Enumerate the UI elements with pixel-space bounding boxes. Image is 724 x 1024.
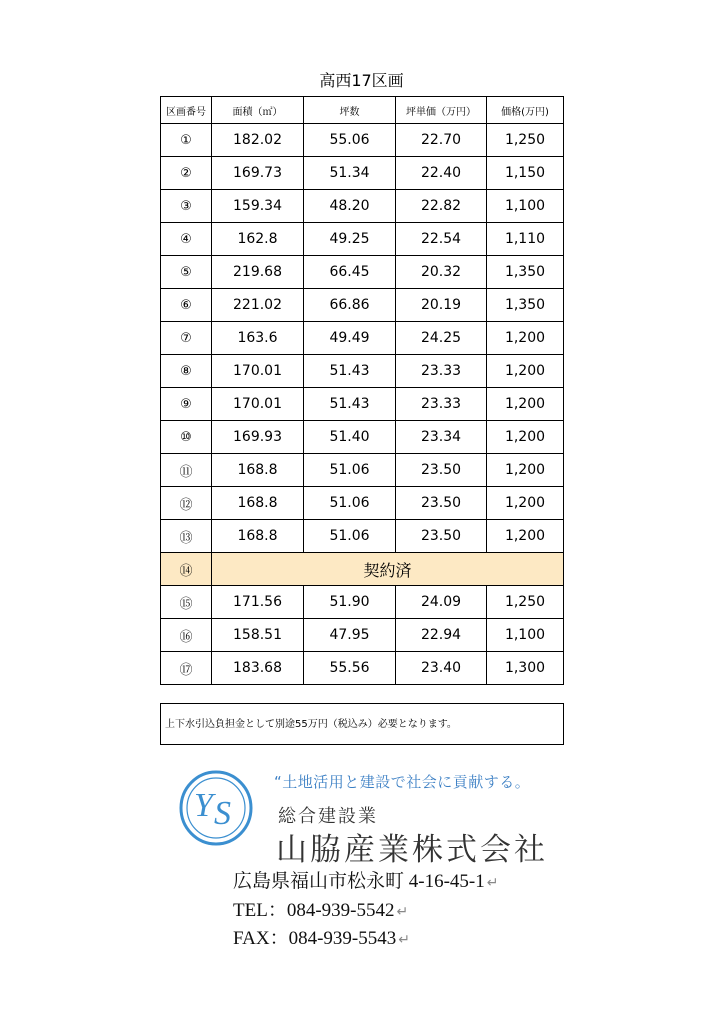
lot-number-cell: ⑯	[161, 619, 212, 652]
price-cell: 1,200	[487, 388, 564, 421]
unit-price-cell: 23.33	[396, 355, 487, 388]
table-row	[161, 553, 564, 586]
lot-number-cell: ⑫	[161, 487, 212, 520]
tsubo-cell: 66.86	[304, 289, 396, 322]
area-cell: 169.93	[212, 421, 304, 454]
price-cell: 1,200	[487, 454, 564, 487]
price-cell: 1,250	[487, 124, 564, 157]
company-logo-icon	[178, 770, 254, 846]
lot-number-cell: ⑧	[161, 355, 212, 388]
column-header-price: 価格(万円)	[487, 97, 564, 124]
tsubo-cell: 51.43	[304, 355, 396, 388]
tsubo-cell: 49.25	[304, 223, 396, 256]
note-box: 上下水引込負担金として別途55万円（税込み）必要となります。	[160, 703, 564, 745]
lot-number-cell: ⑭	[161, 553, 212, 586]
return-mark-icon: ↵	[398, 933, 410, 948]
price-cell: 1,200	[487, 487, 564, 520]
column-header-lot-number: 区画番号	[161, 97, 212, 124]
tsubo-cell: 66.45	[304, 256, 396, 289]
table-row	[161, 586, 564, 619]
tsubo-cell: 51.90	[304, 586, 396, 619]
unit-price-cell: 24.25	[396, 322, 487, 355]
price-cell: 1,200	[487, 322, 564, 355]
table-row	[161, 190, 564, 223]
tsubo-cell: 47.95	[304, 619, 396, 652]
area-cell: 221.02	[212, 289, 304, 322]
page-title: 高西17区画	[319, 71, 404, 90]
price-cell: 1,200	[487, 520, 564, 553]
area-cell: 170.01	[212, 388, 304, 421]
svg-text:Y: Y	[194, 787, 213, 824]
company-address-line	[233, 866, 498, 893]
area-cell: 183.68	[212, 652, 304, 685]
table-row	[161, 652, 564, 685]
unit-price-cell: 23.33	[396, 388, 487, 421]
table-row	[161, 520, 564, 553]
tsubo-cell: 55.06	[304, 124, 396, 157]
unit-price-cell: 22.70	[396, 124, 487, 157]
price-cell: 1,250	[487, 586, 564, 619]
table-row	[161, 619, 564, 652]
price-cell: 1,150	[487, 157, 564, 190]
tsubo-cell: 48.20	[304, 190, 396, 223]
area-cell: 219.68	[212, 256, 304, 289]
company-tel-line	[233, 895, 408, 922]
price-cell: 1,200	[487, 421, 564, 454]
area-cell: 168.8	[212, 454, 304, 487]
unit-price-cell: 23.50	[396, 454, 487, 487]
price-cell: 1,350	[487, 289, 564, 322]
table-row	[161, 454, 564, 487]
area-cell: 170.01	[212, 355, 304, 388]
lot-number-cell: ⑦	[161, 322, 212, 355]
table-body	[161, 124, 564, 685]
lot-number-cell: ⑬	[161, 520, 212, 553]
unit-price-cell: 23.50	[396, 520, 487, 553]
unit-price-cell: 24.09	[396, 586, 487, 619]
area-cell: 163.6	[212, 322, 304, 355]
table-row	[161, 355, 564, 388]
lot-number-cell: ⑥	[161, 289, 212, 322]
column-header-unit-price: 坪単価（万円）	[396, 97, 487, 124]
table-row	[161, 322, 564, 355]
lot-number-cell: ④	[161, 223, 212, 256]
area-cell: 158.51	[212, 619, 304, 652]
company-name: 山脇産業株式会社	[276, 832, 548, 868]
return-mark-icon: ↵	[396, 905, 409, 920]
unit-price-cell: 20.32	[396, 256, 487, 289]
table-row	[161, 124, 564, 157]
area-cell: 159.34	[212, 190, 304, 223]
lot-number-cell: ②	[161, 157, 212, 190]
area-cell: 169.73	[212, 157, 304, 190]
unit-price-cell: 23.40	[396, 652, 487, 685]
area-cell: 162.8	[212, 223, 304, 256]
lot-number-cell: ⑤	[161, 256, 212, 289]
tsubo-cell: 55.56	[304, 652, 396, 685]
return-mark-icon: ↵	[486, 876, 499, 891]
area-cell: 171.56	[212, 586, 304, 619]
lot-number-cell: ③	[161, 190, 212, 223]
unit-price-cell: 22.82	[396, 190, 487, 223]
unit-price-cell: 20.19	[396, 289, 487, 322]
tsubo-cell: 51.06	[304, 487, 396, 520]
tsubo-cell: 49.49	[304, 322, 396, 355]
lot-number-cell: ⑮	[161, 586, 212, 619]
table-row	[161, 487, 564, 520]
company-address: 広島県福山市松永町 4-16-45-1	[233, 871, 485, 892]
tsubo-cell: 51.06	[304, 454, 396, 487]
price-cell: 1,100	[487, 619, 564, 652]
company-fax: FAX：084-939-5543	[233, 928, 397, 949]
column-header-area: 面積（㎡）	[212, 97, 304, 124]
lot-number-cell: ⑪	[161, 454, 212, 487]
lot-number-cell: ⑩	[161, 421, 212, 454]
lot-number-cell: ①	[161, 124, 212, 157]
company-type: 総合建設業	[278, 806, 378, 827]
table-row	[161, 289, 564, 322]
unit-price-cell: 23.50	[396, 487, 487, 520]
table-row	[161, 421, 564, 454]
table-row	[161, 256, 564, 289]
price-cell: 1,200	[487, 355, 564, 388]
unit-price-cell: 22.94	[396, 619, 487, 652]
lot-number-cell: ⑰	[161, 652, 212, 685]
lot-table	[160, 96, 564, 685]
unit-price-cell: 22.40	[396, 157, 487, 190]
tsubo-cell: 51.43	[304, 388, 396, 421]
unit-price-cell: 22.54	[396, 223, 487, 256]
price-cell: 1,110	[487, 223, 564, 256]
table-row	[161, 223, 564, 256]
table-header-row	[161, 97, 564, 124]
price-cell: 1,350	[487, 256, 564, 289]
price-cell: 1,300	[487, 652, 564, 685]
company-slogan: “土地活用と建設で社会に貢献する。	[274, 773, 531, 791]
svg-text:S: S	[214, 795, 231, 832]
area-cell: 168.8	[212, 520, 304, 553]
column-header-tsubo: 坪数	[304, 97, 396, 124]
table-row	[161, 157, 564, 190]
lot-number-cell: ⑨	[161, 388, 212, 421]
tsubo-cell: 51.34	[304, 157, 396, 190]
unit-price-cell: 23.34	[396, 421, 487, 454]
area-cell: 168.8	[212, 487, 304, 520]
area-cell: 182.02	[212, 124, 304, 157]
table-row	[161, 388, 564, 421]
price-cell: 1,100	[487, 190, 564, 223]
company-fax-line	[233, 923, 410, 950]
tsubo-cell: 51.06	[304, 520, 396, 553]
status-cell: 契約済	[212, 553, 564, 586]
company-tel: TEL：084-939-5542	[233, 900, 395, 921]
tsubo-cell: 51.40	[304, 421, 396, 454]
